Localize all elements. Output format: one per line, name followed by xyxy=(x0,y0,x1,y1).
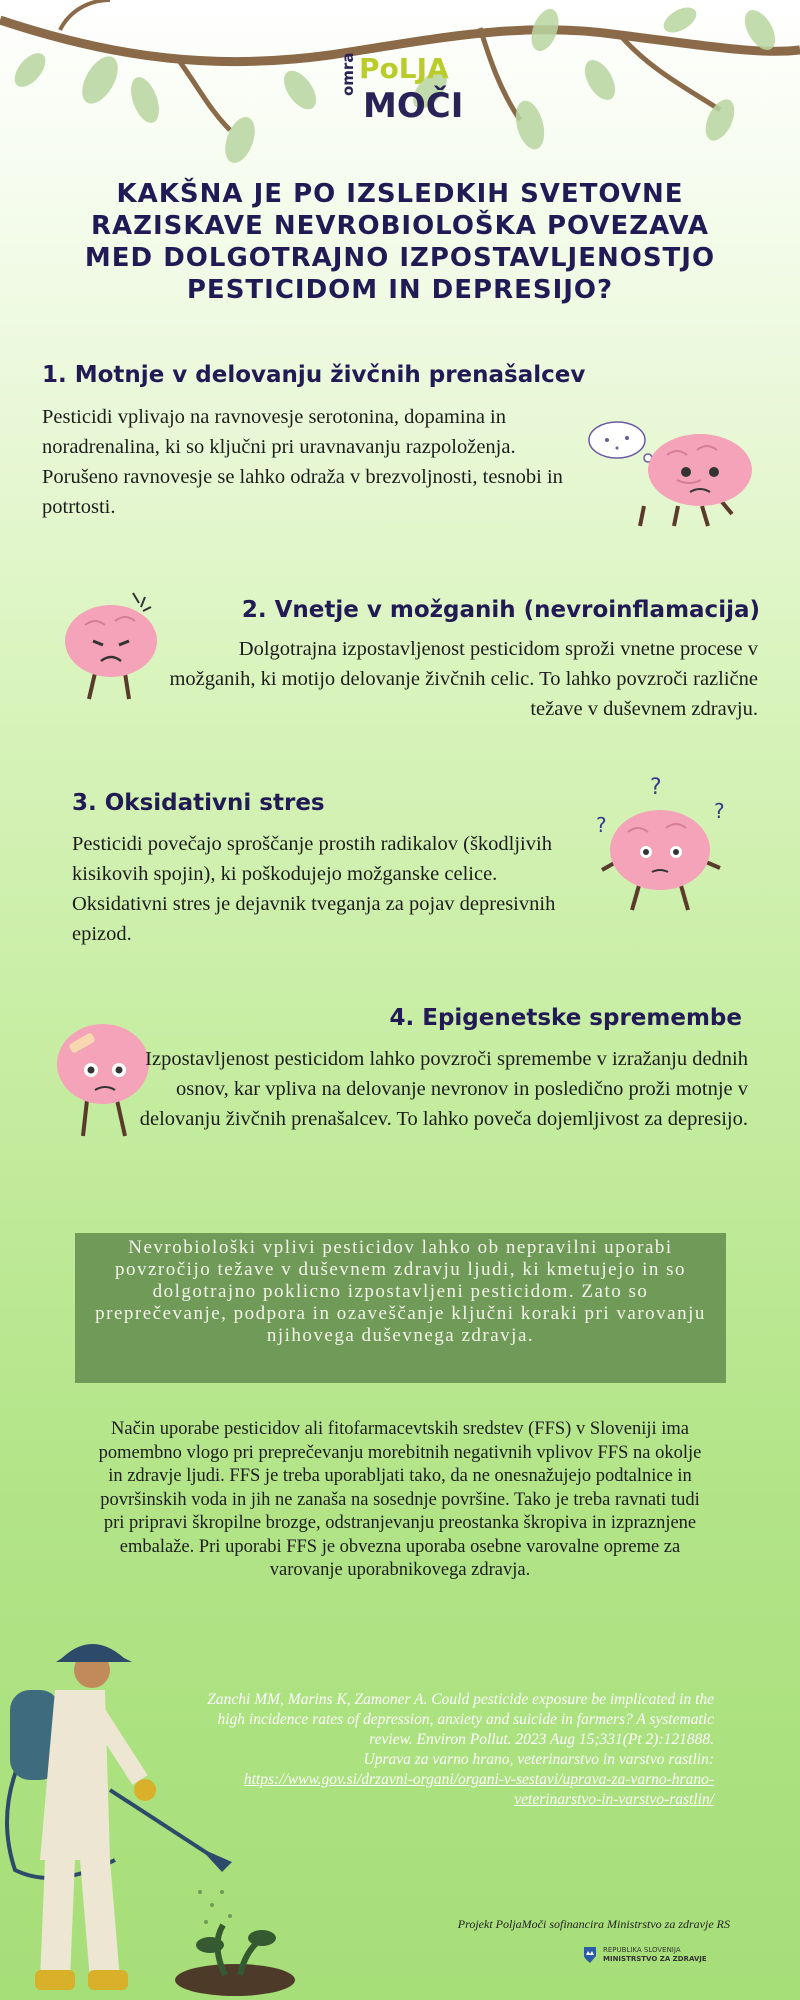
reference-citation: Zanchi MM, Marins K, Zamoner A. Could pesticide exposure be implicated in the high incidence rates of depression, anxiety and suicide in farmers? A systematic review. Environ Pollut. 2023 Aug 15;331(Pt 2):121888. xyxy=(207,1691,714,1748)
section-4-text: Izpostavljenost pesticidom lahko povzroči spremembe v izražanju dednih osnov, kar vpliva na delovanje nevronov in posledično proži motnje v delovanju živčnih prenašalcev. To lahko poveča dojemljivost za depresijo. xyxy=(139,1048,748,1130)
svg-text:?: ? xyxy=(650,775,662,800)
project-note: Projekt PoljaMoči sofinancira Ministrstvo za zdravje RS xyxy=(457,1917,730,1931)
section-4-title: 4. Epigenetske spremembe xyxy=(389,1005,742,1031)
references xyxy=(194,1690,714,1810)
reference-agency: Uprava za varno hrano, veterinarstvo in varstvo rastlin: xyxy=(363,1751,714,1768)
section-1-title: 1. Motnje v delovanju živčnih prenašalcev xyxy=(42,362,586,388)
logo xyxy=(339,50,464,140)
ffs-paragraph: Način uporabe pesticidov ali fitofarmacevtskih sredstev (FFS) v Sloveniji ima pomembno vlogo pri preprečevanju morebitnih negativnih vplivov FFS na okolje in zdravje ljudi. FFS je treba uporabljati tako, da ne onesnažujejo podtalnice in površinskih voda in jih ne zanaša na sosednje površine. Tako je treba ravnati tudi pri pripravi škropilne brozge, odstranjevanju preostanka škropiva in izpraznjene embalaže. Pri uporabi FFS je obvezna uporaba osebne varovalne opreme za varovanje uporabnikovega zdravja. xyxy=(98,1419,702,1580)
ministry-line1: REPUBLIKA SLOVENIJA xyxy=(603,1946,681,1954)
section-1-text: Pesticidi vplivajo na ravnovesje serotonina, dopamina in noradrenalina, ki so ključni pri uravnavanju razpoloženja. Porušeno ravnovesje se lahko odraža v brezvoljnosti, tesnobi in potrtosti. xyxy=(42,406,563,518)
section-3-text: Pesticidi povečajo sproščanje prostih radikalov (škodljivih kisikovih spojin), ki poškodujejo možganske celice. Oksidativni stres je dejavnik tveganja za pojav depresivnih epizod. xyxy=(72,833,556,945)
ministry-line2: MINISTRSTVO ZA ZDRAVJE xyxy=(603,1955,707,1963)
coat-of-arms-icon xyxy=(583,1946,597,1964)
logo-moci: MOČI xyxy=(363,86,464,126)
section-2-title: 2. Vnetje v možganih (nevroinflamacija) xyxy=(241,597,760,623)
reference-link[interactable]: https://www.gov.si/drzavni-organi/organi-v-sestavi/uprava-za-varno-hrano-veterinarstvo-in-varstvo-rastlin/ xyxy=(243,1771,714,1808)
highlight-box: Nevrobiološki vplivi pesticidov lahko ob nepravilni uporabi povzročijo težave v duševnem zdravju ljudi, ki kmetujejo in so dolgotrajno poklicno izpostavljeni pesticidom. Zato so preprečevanje, podpora in ozaveščanje ključni koraki pri varovanju njihovega duševnega zdravja. xyxy=(75,1233,726,1383)
logo-polja: PoLJA xyxy=(359,52,449,85)
brain-character-icon xyxy=(588,770,738,920)
section-3-title: 3. Oksidativni stres xyxy=(72,790,325,816)
brain-character-icon xyxy=(55,585,175,705)
farmer-sprayer-icon xyxy=(0,1630,300,2000)
brain-character-icon xyxy=(582,410,762,530)
logo-omra: omra xyxy=(339,52,357,96)
section-2-text: Dolgotrajna izpostavljenost pesticidom sproži vnetne procese v možganih, ki motijo delovanje živčnih celic. To lahko povzroči različne težave v duševnem zdravju. xyxy=(169,638,758,720)
ministry-logo xyxy=(583,1946,707,1964)
svg-text:?: ? xyxy=(714,799,725,823)
svg-text:?: ? xyxy=(596,813,607,837)
page-title: KAKŠNA JE PO IZSLEDKIH SVETOVNE RAZISKAVE NEVROBIOLOŠKA POVEZAVA MED DOLGOTRAJNO IZPOSTAVLJENOSTJO PESTICIDOM IN DEPRESIJO? xyxy=(84,179,716,305)
